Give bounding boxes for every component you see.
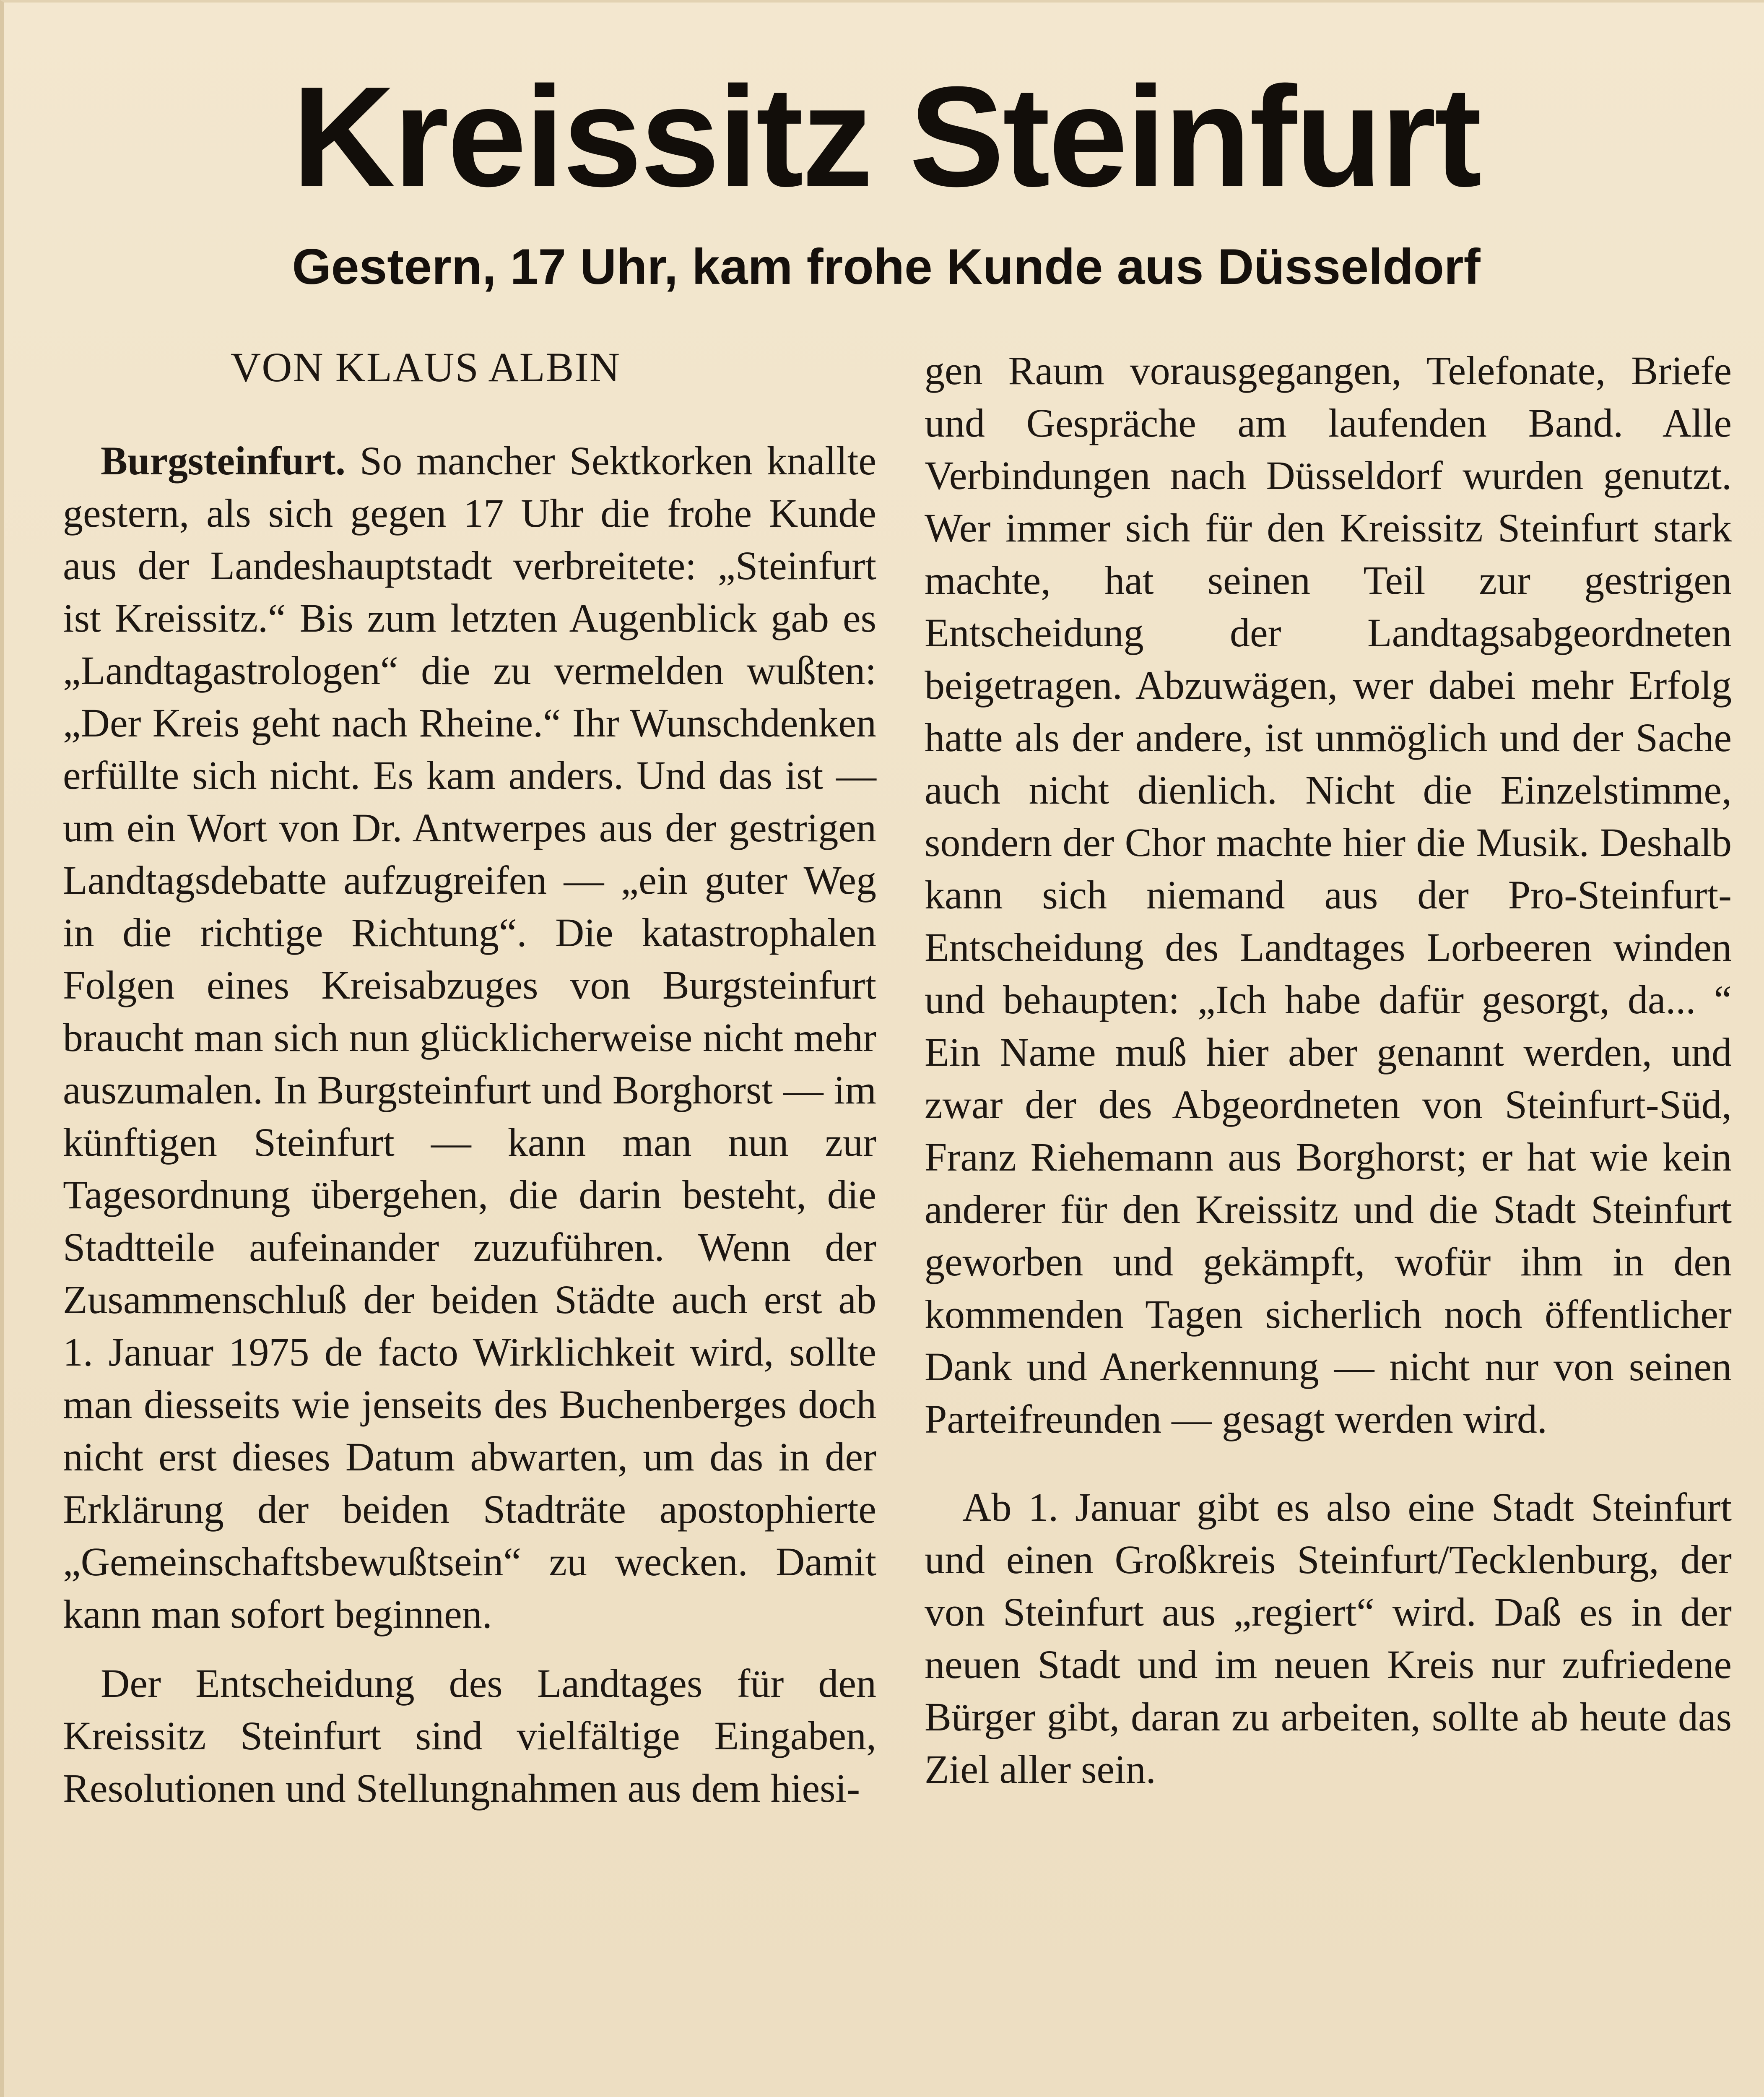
left-paragraph-1 (63, 434, 876, 1640)
dateline: Burgsteinfurt. (101, 438, 346, 483)
left-paragraph-2: Der Entscheidung des Landtages für den Kreissitz Steinfurt sind vielfältige Eingaben, Resolutionen und Stellungnahmen aus dem hiesi- (63, 1661, 876, 1811)
right-column (925, 344, 1732, 1795)
headline: Kreissitz Steinfurt (292, 57, 1481, 216)
right-paragraph-1: gen Raum vorausgegangen, Telefonate, Briefe und Gespräche am laufenden Band. Alle Verbindungen nach Düsseldorf wurden genutzt. Wer immer sich für den Kreissitz Steinfurt stark machte, hat seinen Teil zur gestrigen Entscheidung der Landtagsabgeordneten beigetragen. Abzuwägen, wer dabei mehr Erfolg hatte als der andere, ist unmöglich und der Sache auch nicht dienlich. Nicht die Einzelstimme, sondern der Chor machte hier die Musik. Deshalb kann sich niemand aus der Pro-Steinfurt-Entscheidung des Landtages Lorbeeren winden und behaupten: „Ich habe dafür gesorgt, da... “ Ein Name muß hier aber genannt werden, und zwar der des Abgeordneten von Steinfurt-Süd, Franz Riehemann aus Borghorst; er hat wie kein anderer für den Kreissitz und die Stadt Steinfurt geworben und gekämpft, wofür ihm in den kommenden Tagen sicherlich noch öffentlicher Dank und Anerkennung — nicht nur von seinen Parteifreunden — gesagt werden wird. (925, 348, 1732, 1441)
left-column (63, 434, 876, 1814)
subheadline: Gestern, 17 Uhr, kam frohe Kunde aus Düsseldorf (292, 239, 1481, 295)
right-paragraph-2: Ab 1. Januar gibt es also eine Stadt Steinfurt und einen Großkreis Steinfurt/Tecklenburg, der von Steinfurt aus „regiert“ wird. Daß es in der neuen Stadt und im neuen Kreis nur zufriedene Bürger gibt, daran zu arbeiten, sollte ab heute das Ziel aller sein. (925, 1485, 1732, 1792)
left-paragraph-1-text: So mancher Sektkorken knallte gestern, als sich gegen 17 Uhr die frohe Kunde aus der Landeshauptstadt verbreitete: „Steinfurt ist Kreissitz.“ Bis zum letzten Augenblick gab es „Landtagastrologen“ die zu vermelden wußten: „Der Kreis geht nach Rheine.“ Ihr Wunschdenken erfüllte sich nicht. Es kam anders. Und das ist — um ein Wort von Dr. Antwerpes aus der gestrigen Landtagsdebatte aufzugreifen — „ein guter Weg in die richtige Richtung“. Die katastrophalen Folgen eines Kreisabzuges von Burgsteinfurt braucht man sich nun glücklicherweise nicht mehr auszumalen. In Burgsteinfurt und Borghorst — im künftigen Steinfurt — kann man nun zur Tagesordnung übergehen, die darin besteht, die Stadtteile aufeinander zuzuführen. Wenn der Zusammenschluß der beiden Städte auch erst ab 1. Januar 1975 de facto Wirklichkeit wird, sollte man diesseits wie jenseits des Buchenberges doch nicht erst dieses Datum abwarten, um das in der Erklärung der beiden Stadträte apostophierte „Gemeinschaftsbewußtsein“ zu wecken. Damit kann man sofort beginnen. (63, 438, 876, 1636)
byline: VON KLAUS ALBIN (231, 344, 621, 390)
